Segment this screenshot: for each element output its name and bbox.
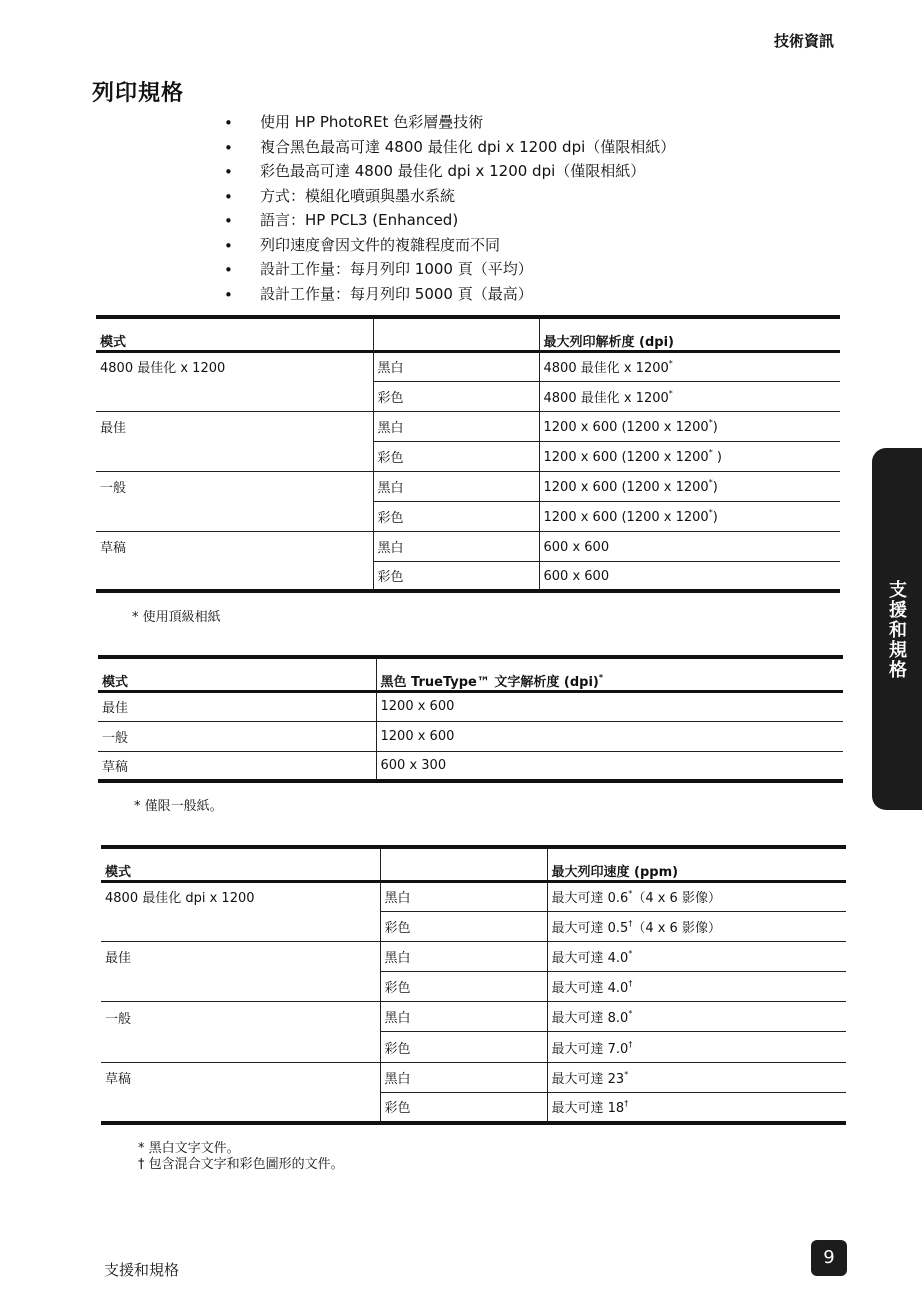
value-cell xyxy=(539,381,840,411)
table-row xyxy=(101,1032,846,1062)
value-cell xyxy=(539,531,840,561)
header-section-label: 技術資訊 xyxy=(773,32,834,50)
color-mode-cell: 黑白 xyxy=(380,941,547,971)
page-title: 列印規格 xyxy=(92,81,185,106)
value-cell xyxy=(547,911,846,941)
table2-footnote: * 僅限一般紙。 xyxy=(134,799,223,814)
mode-cell: 最佳 xyxy=(102,701,129,716)
footnote-mark: † xyxy=(628,918,633,928)
header-text-resolution: 黑色 TrueType™ 文字解析度 (dpi)* xyxy=(376,657,843,691)
color-mode-cell: 彩色 xyxy=(373,441,539,471)
table-row xyxy=(101,972,846,1002)
mode-cell: 最佳 xyxy=(96,411,373,441)
color-mode-cell: 黑白 xyxy=(373,531,539,561)
value-text: 4800 最佳化 x 1200 xyxy=(543,390,669,406)
color-mode-cell: 黑白 xyxy=(373,351,539,381)
color-mode-cell: 彩色 xyxy=(380,911,547,941)
value-cell xyxy=(539,561,840,591)
header-mode: 模式 xyxy=(96,317,373,351)
value-suffix: ) xyxy=(712,449,722,465)
value-text: 600 x 600 xyxy=(543,568,610,584)
mode-cell: 一般 xyxy=(101,1002,380,1032)
table-row xyxy=(98,691,843,721)
value-text: 1200 x 600 (1200 x 1200 xyxy=(543,449,709,465)
footnote-mark: * xyxy=(708,417,713,427)
bullet-item: • 語言：HP PCL3 (Enhanced) xyxy=(224,208,744,233)
speed-table xyxy=(101,845,846,1125)
table-row xyxy=(98,721,843,751)
value-suffix: （4 x 6 影像） xyxy=(632,891,721,907)
value-text: 最大可達 7.0 xyxy=(551,1041,629,1057)
mode-cell: 草稿 xyxy=(98,751,376,781)
spec-bullet-list xyxy=(224,110,744,306)
table-row xyxy=(96,441,840,471)
footnote-mark: * xyxy=(628,948,633,958)
mode-cell: 草稿 xyxy=(101,1062,380,1092)
value-suffix: ) xyxy=(712,419,718,435)
value-text: 最大可達 0.6 xyxy=(551,891,629,907)
footnote-mark: * xyxy=(668,359,673,368)
value-cell xyxy=(539,501,840,531)
page-number: 9 xyxy=(811,1240,847,1276)
mode-cell xyxy=(101,911,380,941)
color-mode-cell: 彩色 xyxy=(380,1092,547,1122)
table-row xyxy=(101,881,846,911)
color-mode-cell: 黑白 xyxy=(373,411,539,441)
table-row xyxy=(101,1062,846,1092)
value-cell xyxy=(539,471,840,501)
color-mode-cell: 黑白 xyxy=(380,1002,547,1032)
table-row xyxy=(101,911,846,941)
header-color xyxy=(373,317,539,351)
color-mode-cell: 黑白 xyxy=(380,1062,547,1092)
value-cell xyxy=(539,441,840,471)
footer-section-label: 支援和規格 xyxy=(104,1261,180,1279)
table-row xyxy=(101,1092,846,1122)
footnote-mark: † xyxy=(628,1039,633,1049)
color-mode-cell: 彩色 xyxy=(373,501,539,531)
mode-cell: 4800 最佳化 x 1200 xyxy=(100,361,226,377)
color-mode-cell: 彩色 xyxy=(380,1032,547,1062)
value-cell xyxy=(547,1002,846,1032)
bullet-item: • 使用 HP PhotoREt 色彩層疊技術 xyxy=(224,110,744,135)
section-side-tab[interactable] xyxy=(872,448,922,810)
footnote-mark: * xyxy=(628,1009,633,1019)
footnote-mark: * xyxy=(708,447,713,457)
mode-cell: 最佳 xyxy=(101,941,380,971)
header-resolution: 最大列印解析度 (dpi) xyxy=(539,317,840,351)
footnote-mark: * xyxy=(624,1069,629,1079)
value-text: 最大可達 18 xyxy=(551,1101,625,1117)
header-mode: 模式 xyxy=(98,657,376,691)
text-resolution-table xyxy=(98,655,843,783)
bullet-item: • 複合黑色最高可達 4800 最佳化 dpi x 1200 dpi（僅限相紙） xyxy=(224,135,744,160)
table-row xyxy=(96,561,840,591)
value-cell: 600 x 300 xyxy=(376,751,843,781)
value-cell xyxy=(547,1092,846,1122)
value-text: 最大可達 4.0 xyxy=(551,950,629,966)
mode-cell xyxy=(101,972,380,1002)
color-mode-cell: 彩色 xyxy=(373,561,539,591)
value-text: 1200 x 600 (1200 x 1200 xyxy=(543,419,709,435)
value-text: 1200 x 600 (1200 x 1200 xyxy=(543,479,709,495)
mode-cell xyxy=(101,1032,380,1062)
value-text: 最大可達 8.0 xyxy=(551,1011,629,1027)
value-cell xyxy=(547,941,846,971)
value-cell xyxy=(547,1062,846,1092)
bullet-item: • 方式：模組化噴頭與墨水系統 xyxy=(224,184,744,209)
bullet-item: • 設計工作量：每月列印 1000 頁（平均） xyxy=(224,257,744,282)
value-text: 1200 x 600 (1200 x 1200 xyxy=(543,509,709,525)
table-row xyxy=(96,411,840,441)
bullet-item: • 設計工作量：每月列印 5000 頁（最高） xyxy=(224,282,744,307)
value-cell: 1200 x 600 xyxy=(376,721,843,751)
mode-cell: 一般 xyxy=(96,471,373,501)
color-mode-cell: 黑白 xyxy=(373,471,539,501)
header-speed: 最大列印速度 (ppm) xyxy=(547,847,846,881)
table3-footnote: * 黑白文字文件。 xyxy=(138,1141,240,1156)
footnote-mark: * xyxy=(708,507,713,517)
side-tab-label: 支援和規格 xyxy=(886,580,907,680)
color-mode-cell: 彩色 xyxy=(373,381,539,411)
color-mode-cell: 彩色 xyxy=(380,972,547,1002)
table-row xyxy=(96,531,840,561)
mode-cell: 4800 最佳化 dpi x 1200 xyxy=(105,891,255,907)
mode-cell xyxy=(96,381,373,411)
mode-cell: 草稿 xyxy=(96,531,373,561)
mode-cell: 一般 xyxy=(98,721,376,751)
footnote-mark: † xyxy=(628,979,633,989)
footnote-mark: * xyxy=(668,388,673,398)
header-mode: 模式 xyxy=(101,847,380,881)
footnote-mark: * xyxy=(628,889,633,899)
value-cell xyxy=(539,351,840,381)
bullet-item: • 彩色最高可達 4800 最佳化 dpi x 1200 dpi（僅限相紙） xyxy=(224,159,744,184)
table1-footnote: * 使用頂級相紙 xyxy=(132,610,221,625)
bullet-item: • 列印速度會因文件的複雜程度而不同 xyxy=(224,233,744,258)
value-text: 最大可達 23 xyxy=(551,1071,625,1087)
value-text: 最大可達 0.5 xyxy=(551,920,629,936)
mode-cell xyxy=(96,501,373,531)
header-color xyxy=(380,847,547,881)
value-suffix: ) xyxy=(712,479,718,495)
resolution-table xyxy=(96,315,840,593)
value-cell xyxy=(539,411,840,441)
table-row xyxy=(96,351,840,381)
table-row xyxy=(96,381,840,411)
footnote-mark: † xyxy=(624,1099,629,1109)
value-text: 最大可達 4.0 xyxy=(551,981,629,997)
footnote-mark: * xyxy=(708,477,713,487)
value-suffix: （4 x 6 影像） xyxy=(632,920,721,936)
table-row xyxy=(96,471,840,501)
color-mode-cell: 黑白 xyxy=(380,881,547,911)
mode-cell xyxy=(96,441,373,471)
table-row xyxy=(98,751,843,781)
table-row xyxy=(101,941,846,971)
table3-footnote: † 包含混合文字和彩色圖形的文件。 xyxy=(138,1157,344,1172)
value-text: 600 x 600 xyxy=(543,539,610,555)
value-cell xyxy=(547,1032,846,1062)
table-row xyxy=(96,501,840,531)
value-cell: 1200 x 600 xyxy=(376,691,843,721)
value-cell xyxy=(547,972,846,1002)
mode-cell xyxy=(101,1092,380,1122)
value-cell xyxy=(547,881,846,911)
table-row xyxy=(101,1002,846,1032)
value-text: 4800 最佳化 x 1200 xyxy=(543,361,669,376)
value-suffix: ) xyxy=(712,509,718,525)
mode-cell xyxy=(96,561,373,591)
